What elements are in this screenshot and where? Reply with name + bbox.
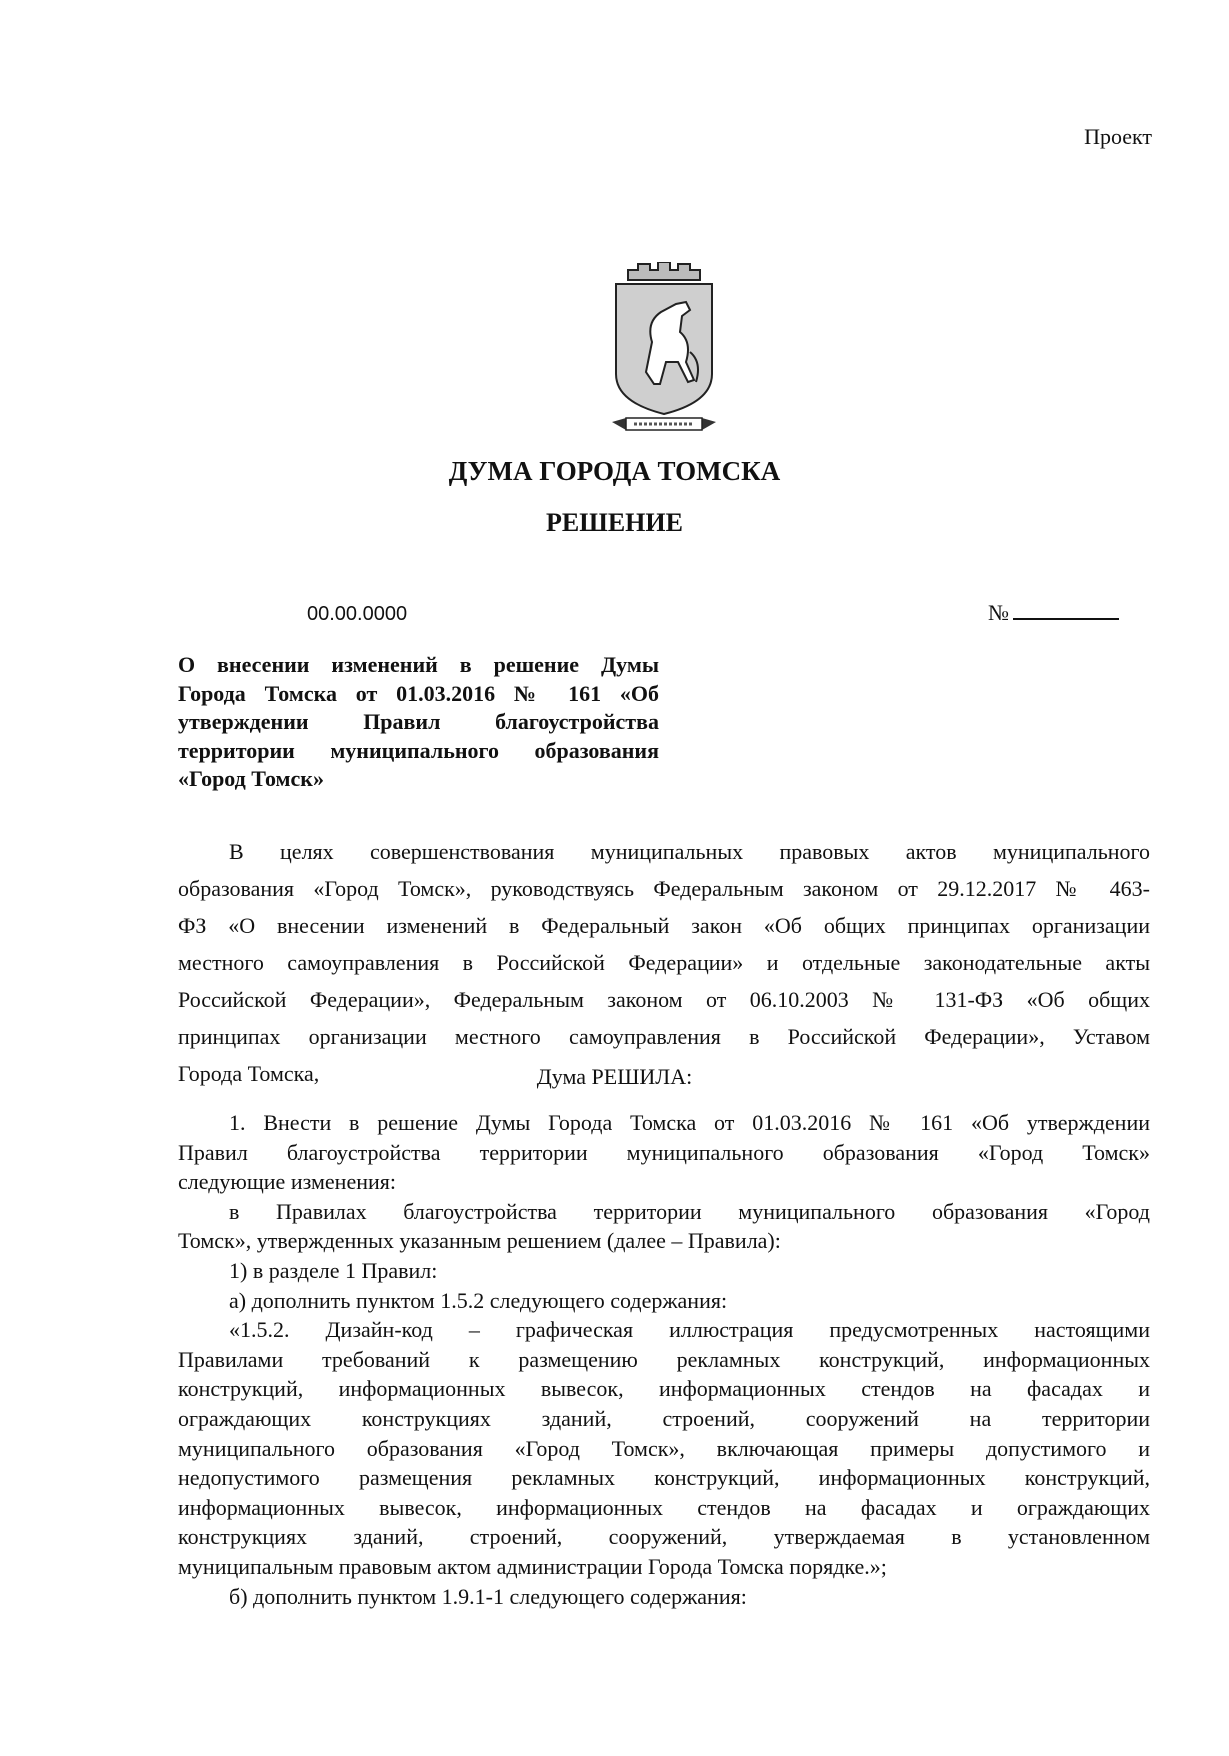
body-line: б) дополнить пунктом 1.9.1-1 следующего содержания: [229, 1583, 747, 1609]
body-line: а) дополнить пунктом 1.5.2 следующего содержания: [229, 1287, 728, 1313]
body-line: конструкциях зданий, строений, сооружений, утверждаемая в установленном [178, 1524, 1150, 1550]
number-blank-line [1013, 600, 1119, 620]
document-number [988, 600, 1119, 626]
body-line: в Правилах благоустройства территории муниципального образования «Город [229, 1198, 1150, 1224]
organization-title: ДУМА ГОРОДА ТОМСКА [448, 456, 781, 486]
body-line: Правил благоустройства территории муниципального образования «Город Томск» [178, 1139, 1150, 1165]
heading-line: территории муниципального образования [178, 737, 659, 763]
preamble-line: ФЗ «О внесении изменений в Федеральный закон «Об общих принципах организации [178, 913, 1150, 938]
decision-label: Дума РЕШИЛА: [536, 1064, 693, 1089]
draft-label: Проект [1084, 124, 1152, 149]
preamble-line: Российской Федерации», Федеральным законом от 06.10.2003 № 131-ФЗ «Об общих [178, 987, 1150, 1012]
tomsk-coat-of-arms-emblem [606, 262, 722, 440]
body-line: конструкций, информационных вывесок, информационных стендов на фасадах и [178, 1376, 1150, 1402]
heading-line: утверждении Правил благоустройства [178, 709, 659, 734]
heading-line: Города Томска от 01.03.2016 № 161 «Об [178, 680, 659, 706]
body-line: муниципального образования «Город Томск», включающая примеры допустимого и [178, 1435, 1150, 1461]
preamble-line: В целях совершенствования муниципальных правовых актов муниципального [229, 839, 1150, 864]
body-line: следующие изменения: [178, 1169, 396, 1195]
body-line: ограждающих конструкциях зданий, строений, сооружений на территории [178, 1406, 1150, 1431]
document-date: 00.00.0000 [307, 603, 408, 625]
preamble-line: Города Томска, [178, 1061, 320, 1086]
preamble-line: принципах организации местного самоуправления в Российской Федерации», Уставом [178, 1024, 1150, 1049]
body-line: «1.5.2. Дизайн-код – графическая иллюстрация предусмотренных настоящими [229, 1317, 1150, 1343]
body-line: 1. Внести в решение Думы Города Томска от 01.03.2016 № 161 «Об утверждении [229, 1110, 1150, 1135]
body-line: муниципальным правовым актом администрации Города Томска порядке.»; [178, 1554, 887, 1579]
preamble-line: местного самоуправления в Российской Федерации» и отдельные законодательные акты [178, 950, 1150, 975]
body-line: Правилами требований к размещению рекламных конструкций, информационных [178, 1346, 1150, 1372]
document-type-title: РЕШЕНИЕ [546, 508, 683, 537]
body-line: Томск», утвержденных указанным решением (далее – Правила): [178, 1228, 781, 1254]
body-line: недопустимого размещения рекламных конструкций, информационных конструкций, [178, 1465, 1150, 1491]
body-line: 1) в разделе 1 Правил: [229, 1258, 438, 1283]
body-line: информационных вывесок, информационных стендов на фасадах и ограждающих [178, 1494, 1150, 1520]
heading-line: О внесении изменений в решение Думы [178, 652, 659, 677]
number-sign: № [988, 600, 1009, 625]
heading-line: «Город Томск» [178, 766, 324, 791]
preamble-line: образования «Город Томск», руководствуясь Федеральным законом от 29.12.2017 № 463- [178, 876, 1150, 901]
